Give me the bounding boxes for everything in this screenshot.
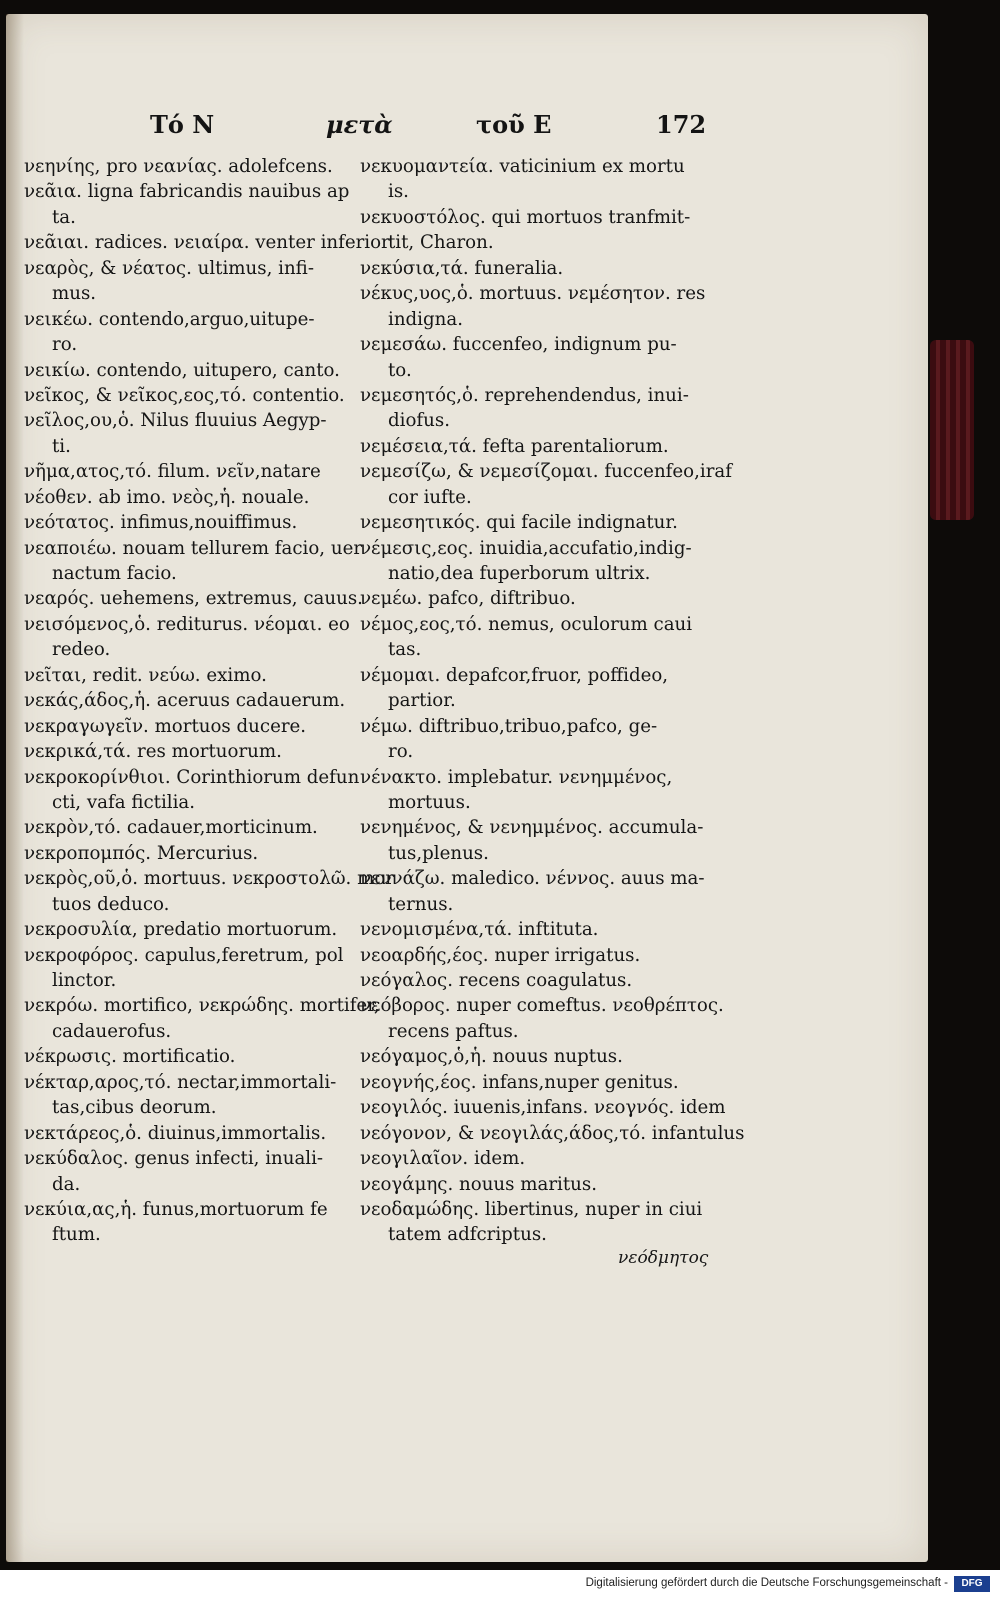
right-column <box>360 154 745 1248</box>
dictionary-line: natio,dea fuperborum ultrix. <box>388 563 651 584</box>
dictionary-line: νέκρωσις. mortificatio. <box>24 1046 236 1068</box>
dictionary-line: νεόγαμος,ὁ,ἡ. nouus nuptus. <box>360 1046 623 1068</box>
dictionary-line: νεκρὸς,οῦ,ὁ. mortuus. νεκροστολῶ. mor <box>24 868 395 890</box>
dictionary-line: νενημένος, & νενημμένος. accumula- <box>360 817 704 839</box>
dictionary-line: νεννάζω. maledico. νέννος. auus ma- <box>360 868 705 890</box>
dictionary-line: νεαρός. uehemens, extremus, cauus. <box>24 588 363 610</box>
dictionary-line: νεκροκορίνθιοι. Corinthiorum defun <box>24 766 360 788</box>
dictionary-line: νεογάμης. nouus maritus. <box>360 1173 597 1195</box>
dictionary-line: νεοαρδής,έος. nuper irrigatus. <box>360 944 641 966</box>
dictionary-line: ti. <box>52 435 71 457</box>
dictionary-line: νεκρικά,τά. res mortuorum. <box>24 741 282 763</box>
dictionary-line: νεκυομαντεία. vaticinium ex mortu <box>360 156 685 177</box>
dictionary-line: νεκύια,ας,ἡ. funus,mortuorum fe <box>24 1198 328 1220</box>
dictionary-line: νεκυοστόλος. qui mortuos tranfmit- <box>360 206 691 228</box>
dictionary-line: tuos deduco. <box>52 893 170 915</box>
dictionary-line: νεῖλος,ου,ὁ. Nilus fluuius Aegyp- <box>24 410 327 432</box>
dictionary-line: νεκύδαλος. genus infecti, inuali- <box>24 1148 324 1170</box>
dictionary-line: νεᾶια. ligna fabricandis nauibus ap <box>24 181 350 203</box>
dictionary-line: redeo. <box>52 639 111 661</box>
dictionary-line: da. <box>52 1173 81 1195</box>
dictionary-line: ta. <box>52 206 76 228</box>
dictionary-line: νεηνίης, pro νεανίας. adolefcens. <box>24 156 333 177</box>
dictionary-line: νεᾶιαι. radices. νειαίρα. venter inferior <box>24 232 390 254</box>
dictionary-line: ro. <box>52 334 78 356</box>
dictionary-line: νενομισμένα,τά. inftituta. <box>360 919 599 941</box>
dictionary-line: νεῖται, redit. νεύω. eximo. <box>24 664 267 686</box>
dictionary-line: linctor. <box>52 970 117 991</box>
dictionary-line: νεμεσητικός. qui facile indignatur. <box>360 512 678 534</box>
dictionary-line: νεκραγωγεῖν. mortuos ducere. <box>24 715 307 737</box>
dictionary-line: νεμεσάω. fuccenfeo, indignum pu- <box>360 334 677 356</box>
dictionary-line: ro. <box>388 741 414 763</box>
dictionary-line: mus. <box>52 283 97 305</box>
dictionary-line: νέκυς,υος,ὁ. mortuus. νεμέσητον. res <box>360 283 706 305</box>
dictionary-line: νέμεσις,εος. inuidia,accufatio,indig- <box>360 537 692 559</box>
dictionary-line: νεικίω. contendo, uitupero, canto. <box>24 359 340 381</box>
running-head-right: τοῦ Ε <box>476 110 552 139</box>
dictionary-line: ftum. <box>52 1224 101 1246</box>
binding-edge <box>930 340 974 520</box>
dictionary-line: νεμεσίζω, & νεμεσίζομαι. fuccenfeo,iraf <box>360 461 732 483</box>
dictionary-line: νεμέσεια,τά. fefta parentaliorum. <box>360 435 669 457</box>
dictionary-line: νένακτο. implebatur. νενημμένος, <box>360 766 673 788</box>
dictionary-line: νεισόμενος,ὁ. rediturus. νέομαι. eo <box>24 613 350 635</box>
running-head-left: Τό Ν <box>150 110 215 139</box>
dictionary-line: νεκροσυλία, predatio mortuorum. <box>24 919 338 941</box>
dictionary-line: νεικέω. contendo,arguo,uitupe- <box>24 308 315 330</box>
dictionary-line: νεκροφόρος. capulus,feretrum, pol <box>24 944 344 966</box>
dictionary-line: diofus. <box>388 410 450 432</box>
dictionary-line: νέμος,εος,τό. nemus, oculorum caui <box>360 613 693 635</box>
dictionary-line: νεκρόω. mortifico, νεκρώδης. mortifer, <box>24 995 380 1017</box>
dictionary-line: νεκρὸν,τό. cadauer,morticinum. <box>24 817 318 839</box>
dictionary-line: νεκάς,άδος,ἡ. aceruus cadauerum. <box>24 690 346 712</box>
dictionary-line: tatem adfcriptus. <box>388 1224 547 1246</box>
dictionary-line: cor iufte. <box>388 486 472 508</box>
dictionary-line: νεογνής,έος. infans,nuper genitus. <box>360 1071 679 1093</box>
dictionary-line: cti, vafa fictilia. <box>52 791 196 813</box>
dictionary-line: mortuus. <box>388 791 471 813</box>
dictionary-line: νεαρὸς, & νέατος. ultimus, infi- <box>24 257 314 279</box>
dictionary-line: νεοδαμώδης. libertinus, nuper in ciui <box>360 1198 703 1220</box>
dictionary-line: νῆμα,ατος,τό. filum. νεῖν,natare <box>24 461 321 483</box>
left-column <box>24 154 395 1248</box>
dictionary-line: tas,cibus deorum. <box>52 1097 217 1119</box>
dictionary-line: νεμεσητός,ὁ. reprehendendus, inui- <box>360 384 689 406</box>
dictionary-line: νεαποιέω. nouam tellurem facio, uer <box>24 537 363 559</box>
dictionary-line: νέμω. diftribuo,tribuo,pafco, ge- <box>360 715 658 737</box>
dictionary-line: νεῖκος, & νεῖκος,εος,τό. contentio. <box>24 384 345 406</box>
dictionary-line: νεκροπομπός. Mercurius. <box>24 842 259 864</box>
dictionary-line: tas. <box>388 639 422 661</box>
dictionary-line: νεογιλός. iuuenis,infans. νεογνός. idem <box>360 1097 726 1119</box>
dictionary-line: νεογιλαῖον. idem. <box>360 1148 526 1170</box>
dictionary-line: νεκύσια,τά. funeralia. <box>360 257 564 279</box>
dictionary-line: νεότατος. infimus,nouiffimus. <box>24 512 298 534</box>
dictionary-line: νεκτάρεος,ὁ. diuinus,immortalis. <box>24 1122 327 1144</box>
dictionary-line: recens paftus. <box>388 1020 519 1042</box>
running-head <box>6 110 928 142</box>
page-number: 172 <box>656 110 707 139</box>
dfg-logo: DFG <box>954 1576 990 1592</box>
dictionary-line: νεόγαλος. recens coagulatus. <box>360 970 633 991</box>
book-page <box>6 14 928 1562</box>
dictionary-line: nactum facio. <box>52 563 177 584</box>
dictionary-line: ternus. <box>388 893 454 915</box>
catchword: νεόδμητος <box>618 1248 709 1268</box>
dictionary-line: tit, Charon. <box>388 232 494 254</box>
dictionary-line: partior. <box>388 690 456 712</box>
running-head-center: μετὰ <box>326 110 393 139</box>
gutter-shadow <box>6 14 24 1562</box>
dictionary-line: νέκταρ,αρος,τό. nectar,immortali- <box>24 1071 337 1093</box>
dictionary-line: νεόγονον, & νεογιλάς,άδος,τό. infantulus <box>360 1122 745 1144</box>
dictionary-line: tus,plenus. <box>388 842 489 864</box>
dictionary-line: cadauerofus. <box>52 1020 172 1042</box>
footer-credit: Digitalisierung gefördert durch die Deutsche Forschungsgemeinschaft - <box>585 1577 948 1589</box>
dictionary-line: is. <box>388 181 409 203</box>
dictionary-line: νεόβορος. nuper comeftus. νεοθρέπτος. <box>360 995 724 1017</box>
dictionary-line: indigna. <box>388 308 463 330</box>
dictionary-line: νέμομαι. depafcor,fruor, poffideo, <box>360 664 669 686</box>
dictionary-line: νέοθεν. ab imo. νεὸς,ἡ. nouale. <box>24 486 310 508</box>
dictionary-line: to. <box>388 359 412 381</box>
dictionary-line: νεμέω. pafco, diftribuo. <box>360 588 576 610</box>
footer-bar <box>0 1570 1000 1599</box>
